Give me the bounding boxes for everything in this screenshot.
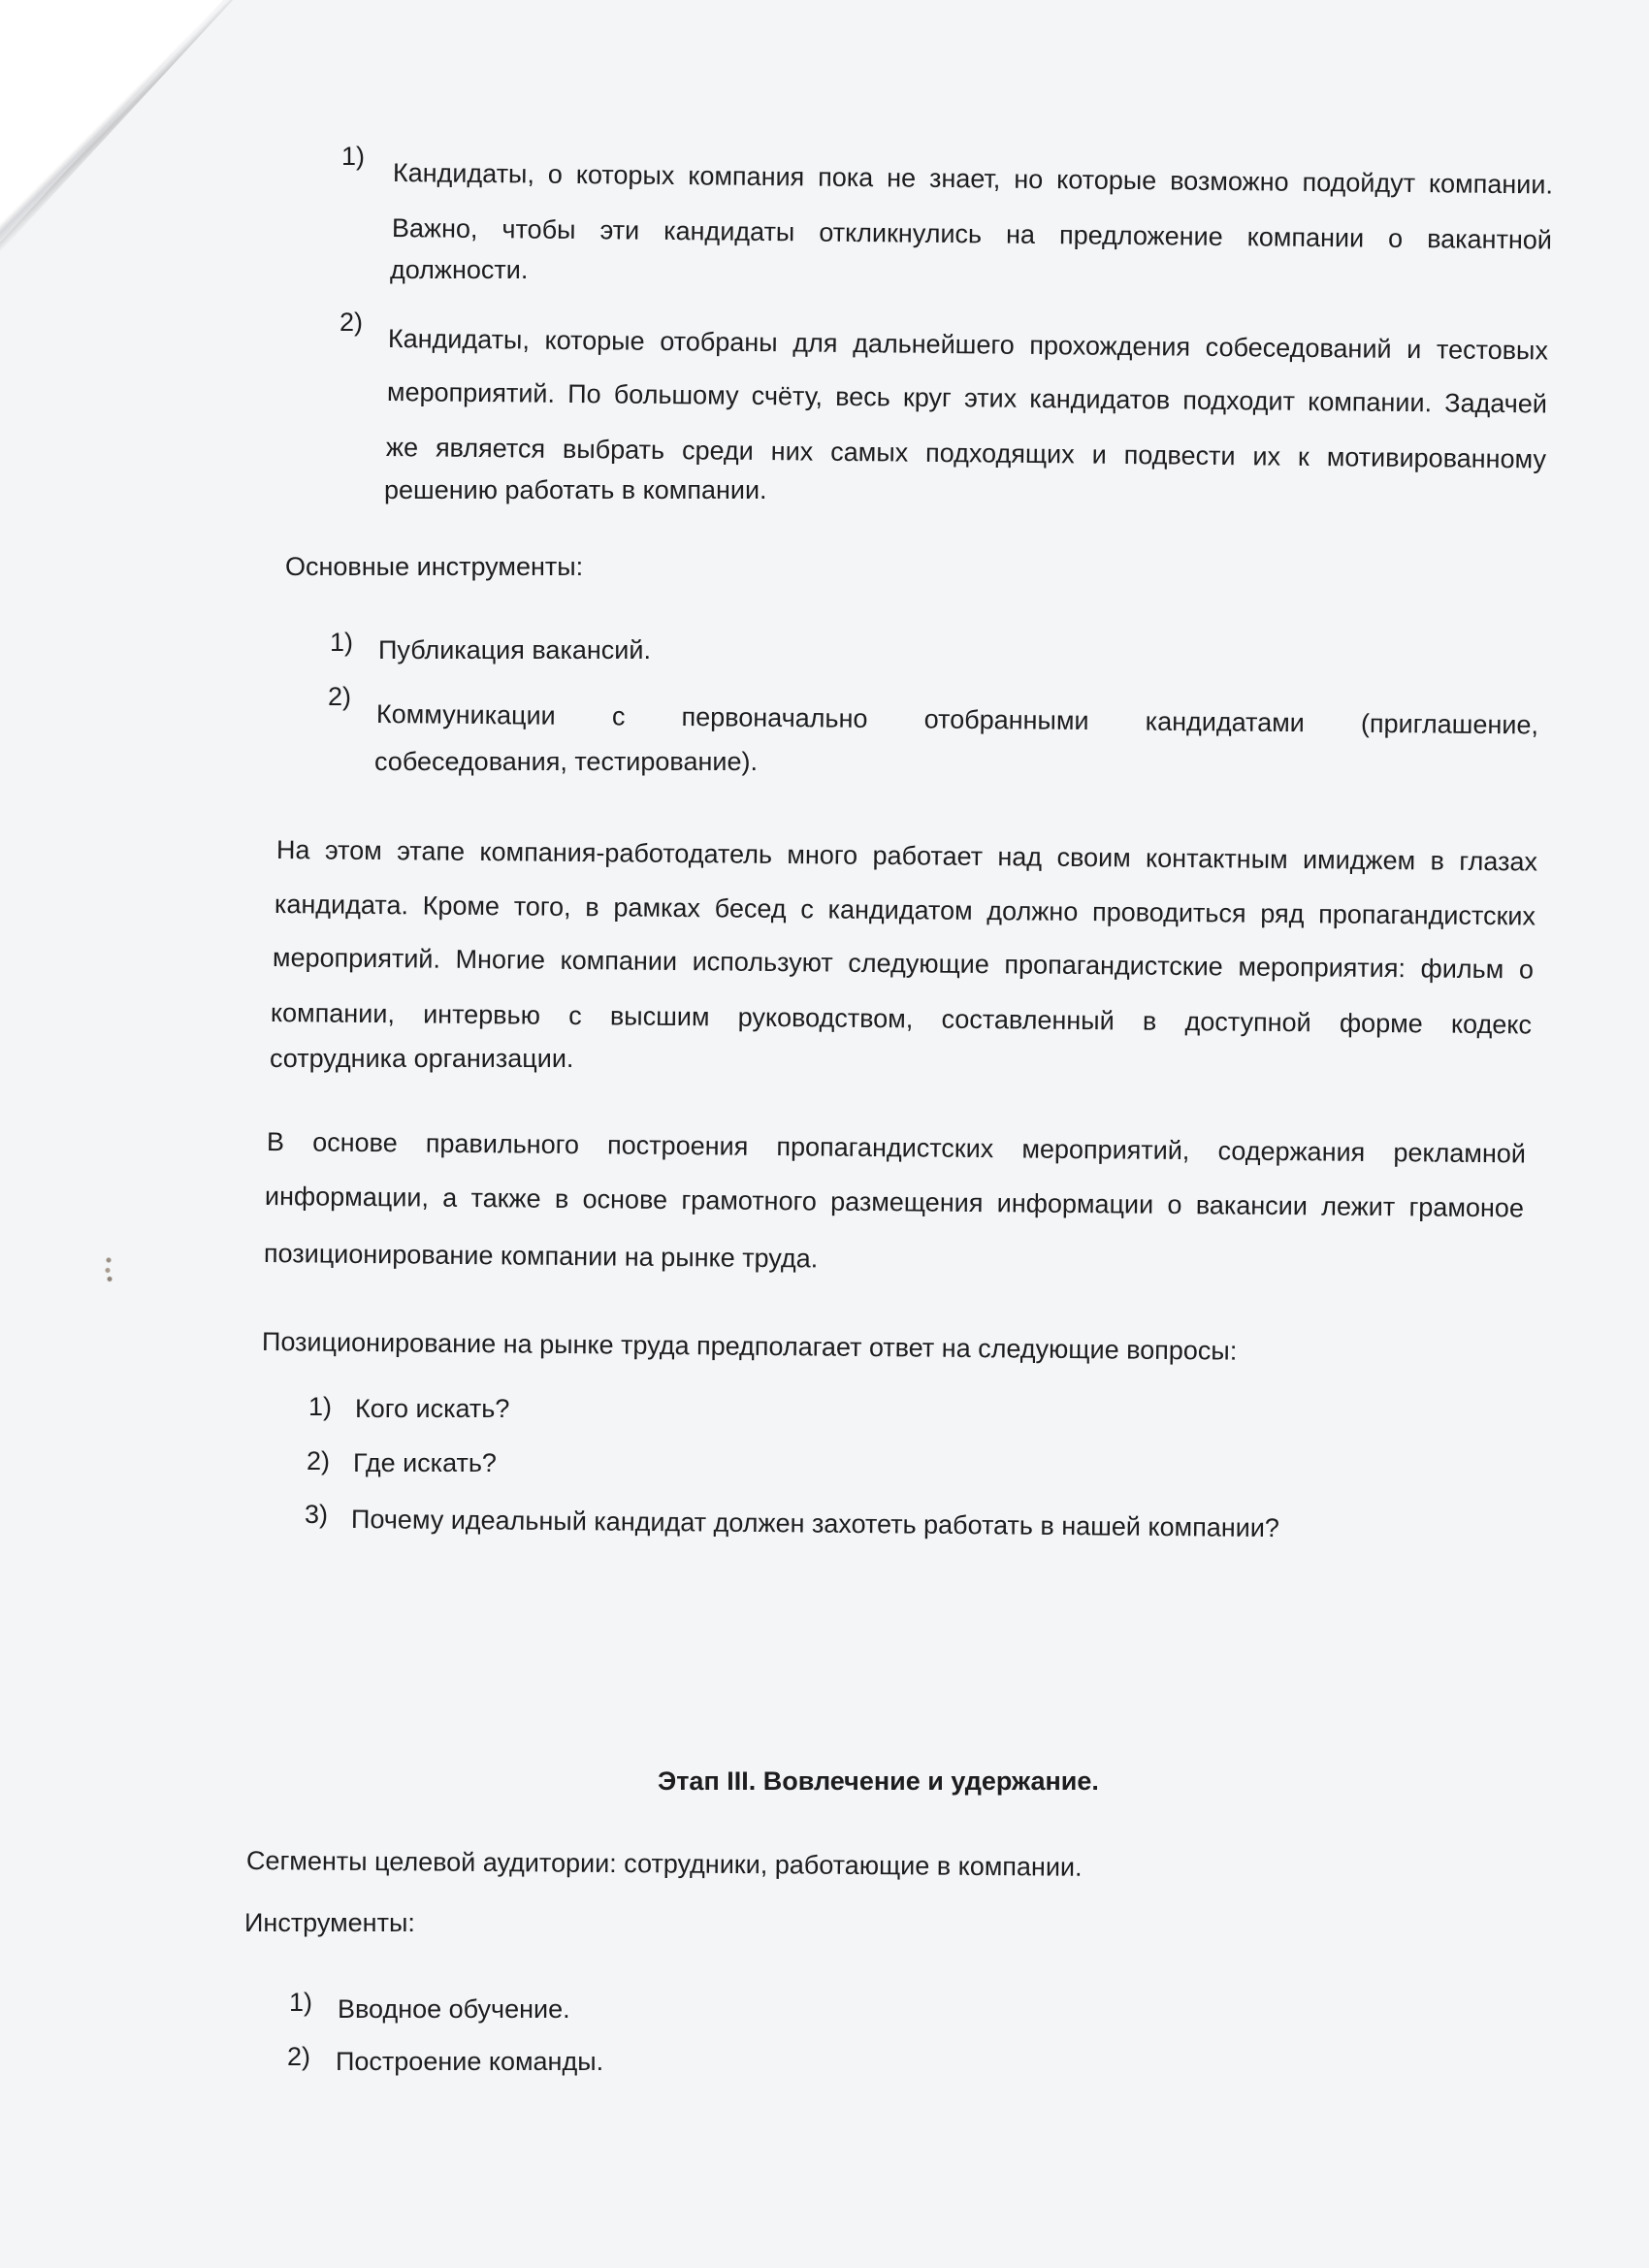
list-number: 1) (289, 1988, 313, 2017)
list-item-line: Почему идеальный кандидат должен захотеть работать в нашей компании? (350, 1505, 1280, 1543)
list-number: 2) (287, 2042, 311, 2071)
list-item-line: Кандидаты, которые отобраны для дальнейшего прохождения собеседований и тестовых (387, 324, 1549, 366)
list-item-line: Публикация вакансий. (378, 635, 651, 664)
paragraph-line: Сегменты целевой аудитории: сотрудники, работающие в компании. (245, 1846, 1083, 1882)
list-item-line: мероприятий. По большому счёту, весь круг этих кандидатов подходит компании. Задачей (386, 377, 1548, 419)
list-number: 2) (328, 682, 352, 711)
paragraph-line: информации, а также в основе грамотного размещения информации о вакансии лежит грамоное (264, 1182, 1525, 1223)
list-number: 1) (308, 1392, 333, 1421)
list-number: 2) (340, 308, 364, 337)
list-number: 1) (341, 142, 366, 171)
paragraph-line: В основе правильного построения пропагандистских мероприятий, содержания рекламной (266, 1127, 1527, 1169)
list-item-line: должности. (390, 255, 529, 284)
paragraph-line: кандидата. Кроме того, в рамках бесед с кандидатом должно проводиться ряд пропагандистских (274, 890, 1536, 931)
list-number: 2) (307, 1446, 331, 1475)
list-item-line: решению работать в компании. (384, 475, 767, 504)
paragraph-line: мероприятий. Многие компании используют следующие пропагандистские мероприятия: фильм о (272, 943, 1535, 985)
section-label: Инструменты: (244, 1908, 415, 1937)
paragraph-line: позиционирование компании на рынке труда. (263, 1239, 819, 1274)
list-item-line: Коммуникации с первоначально отобранными кандидатами (приглашение, (375, 699, 1539, 740)
paragraph-line: сотрудника организации. (270, 1044, 574, 1073)
list-item-line: Важно, чтобы эти кандидаты откликнулись на предложение компании о вакантной (391, 213, 1553, 255)
paragraph-line: Позиционирование на рынке труда предполагает ответ на следующие вопросы: (261, 1327, 1238, 1366)
list-item-line: Где искать? (353, 1448, 497, 1477)
list-number: 3) (305, 1500, 329, 1529)
section-label: Основные инструменты: (285, 552, 584, 581)
list-item-line: Вводное обучение. (338, 1994, 570, 2024)
section-heading: Этап III. Вовлечение и удержание. (658, 1766, 1099, 1796)
paragraph-line: На этом этапе компания-работодатель много работает над своим контактным имиджем в глазах (275, 835, 1538, 877)
list-item-line: Построение команды. (336, 2047, 604, 2076)
list-item-line: Кандидаты, о которых компания пока не знает, но которые возможно подойдут компании. (392, 158, 1554, 200)
list-item-line: же является выбрать среди них самых подходящих и подвести их к мотивированному (385, 433, 1547, 474)
list-item-line: Кого искать? (355, 1394, 510, 1423)
list-number: 1) (330, 628, 354, 657)
list-item-line: собеседования, тестирование). (374, 747, 758, 776)
paragraph-line: компании, интервью с высшим руководством, составленный в доступной форме кодекс (270, 998, 1533, 1040)
